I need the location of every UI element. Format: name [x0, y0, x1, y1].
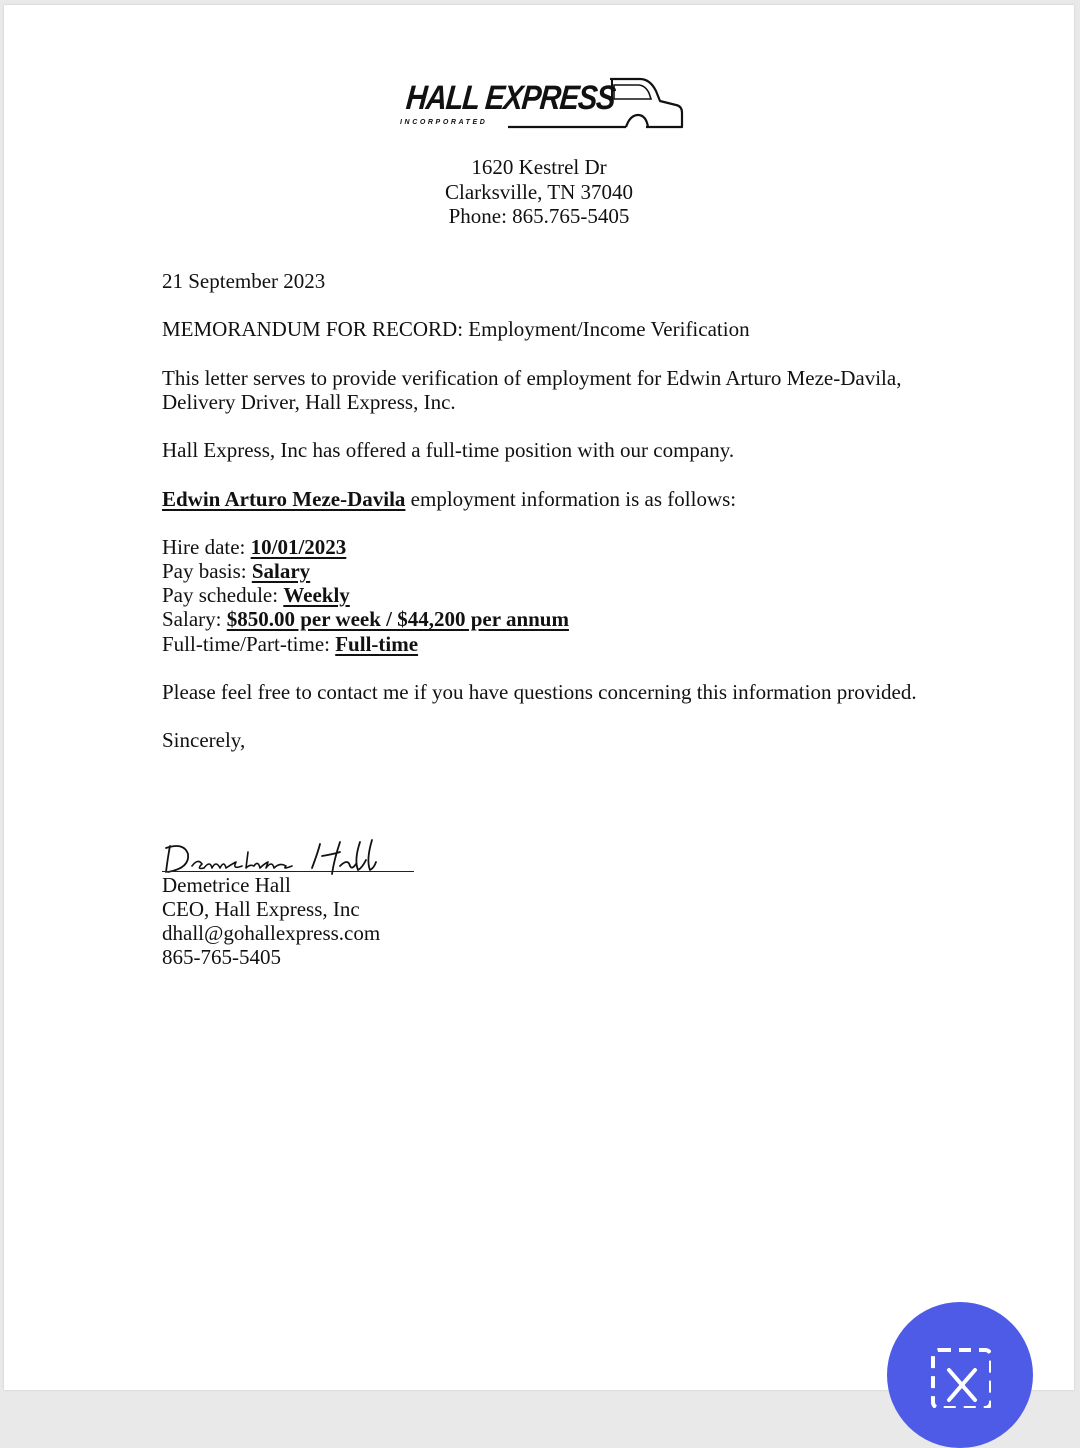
info-intro-line [162, 487, 736, 511]
pay-schedule-row [162, 583, 350, 607]
scan-icon [927, 1344, 991, 1408]
document-page [4, 5, 1074, 1390]
letter-date: 21 September 2023 [162, 269, 326, 293]
employment-type-row [162, 632, 418, 656]
pay-schedule-label: Pay schedule: [162, 583, 284, 607]
hire-date-value: 10/01/2023 [250, 535, 347, 559]
contact-note: Please feel free to contact me if you have questions concerning this information provided. [162, 680, 917, 704]
letterhead-address [4, 155, 1074, 229]
salary-value: $850.00 per week / $44,200 per annum [226, 607, 569, 631]
hire-date-label: Hire date: [162, 535, 251, 559]
pay-basis-value: Salary [251, 559, 311, 583]
pay-schedule-value: Weekly [283, 583, 350, 607]
employment-type-value: Full-time [335, 632, 419, 656]
pay-basis-label: Pay basis: [162, 559, 252, 583]
hire-date-row [162, 535, 346, 559]
offer-statement: Hall Express, Inc has offered a full-time position with our company. [162, 438, 735, 462]
signatory-title: CEO, Hall Express, Inc [162, 897, 360, 921]
signature-line [162, 871, 414, 872]
company-logo [400, 75, 690, 135]
company-name: HALL EXPRESS [404, 79, 617, 117]
intro-line-1: This letter serves to provide verification of employment for Edwin Arturo Meze-Davila, [162, 366, 902, 390]
closing: Sincerely, [162, 728, 246, 752]
letter-subject: MEMORANDUM FOR RECORD: Employment/Income Verification [162, 317, 750, 341]
address-line-2: Clarksville, TN 37040 [444, 179, 633, 204]
employment-type-label: Full-time/Part-time: [162, 632, 336, 656]
pay-basis-row [162, 559, 310, 583]
signatory-name: Demetrice Hall [162, 873, 291, 897]
signatory-email: dhall@gohallexpress.com [162, 921, 381, 945]
company-subtitle: INCORPORATED [400, 119, 488, 126]
scan-button[interactable] [887, 1302, 1033, 1448]
letterhead-phone: Phone: 865.765-5405 [448, 204, 630, 228]
handwritten-signature [162, 838, 422, 878]
intro-line-2: Delivery Driver, Hall Express, Inc. [162, 390, 456, 414]
signatory-phone: 865-765-5405 [162, 945, 281, 969]
salary-label: Salary: [162, 607, 227, 631]
address-line-1: 1620 Kestrel Dr [471, 155, 607, 179]
info-intro-text: employment information is as follows: [405, 487, 737, 511]
employee-name: Edwin Arturo Meze-Davila [162, 487, 406, 511]
salary-row [162, 607, 569, 631]
